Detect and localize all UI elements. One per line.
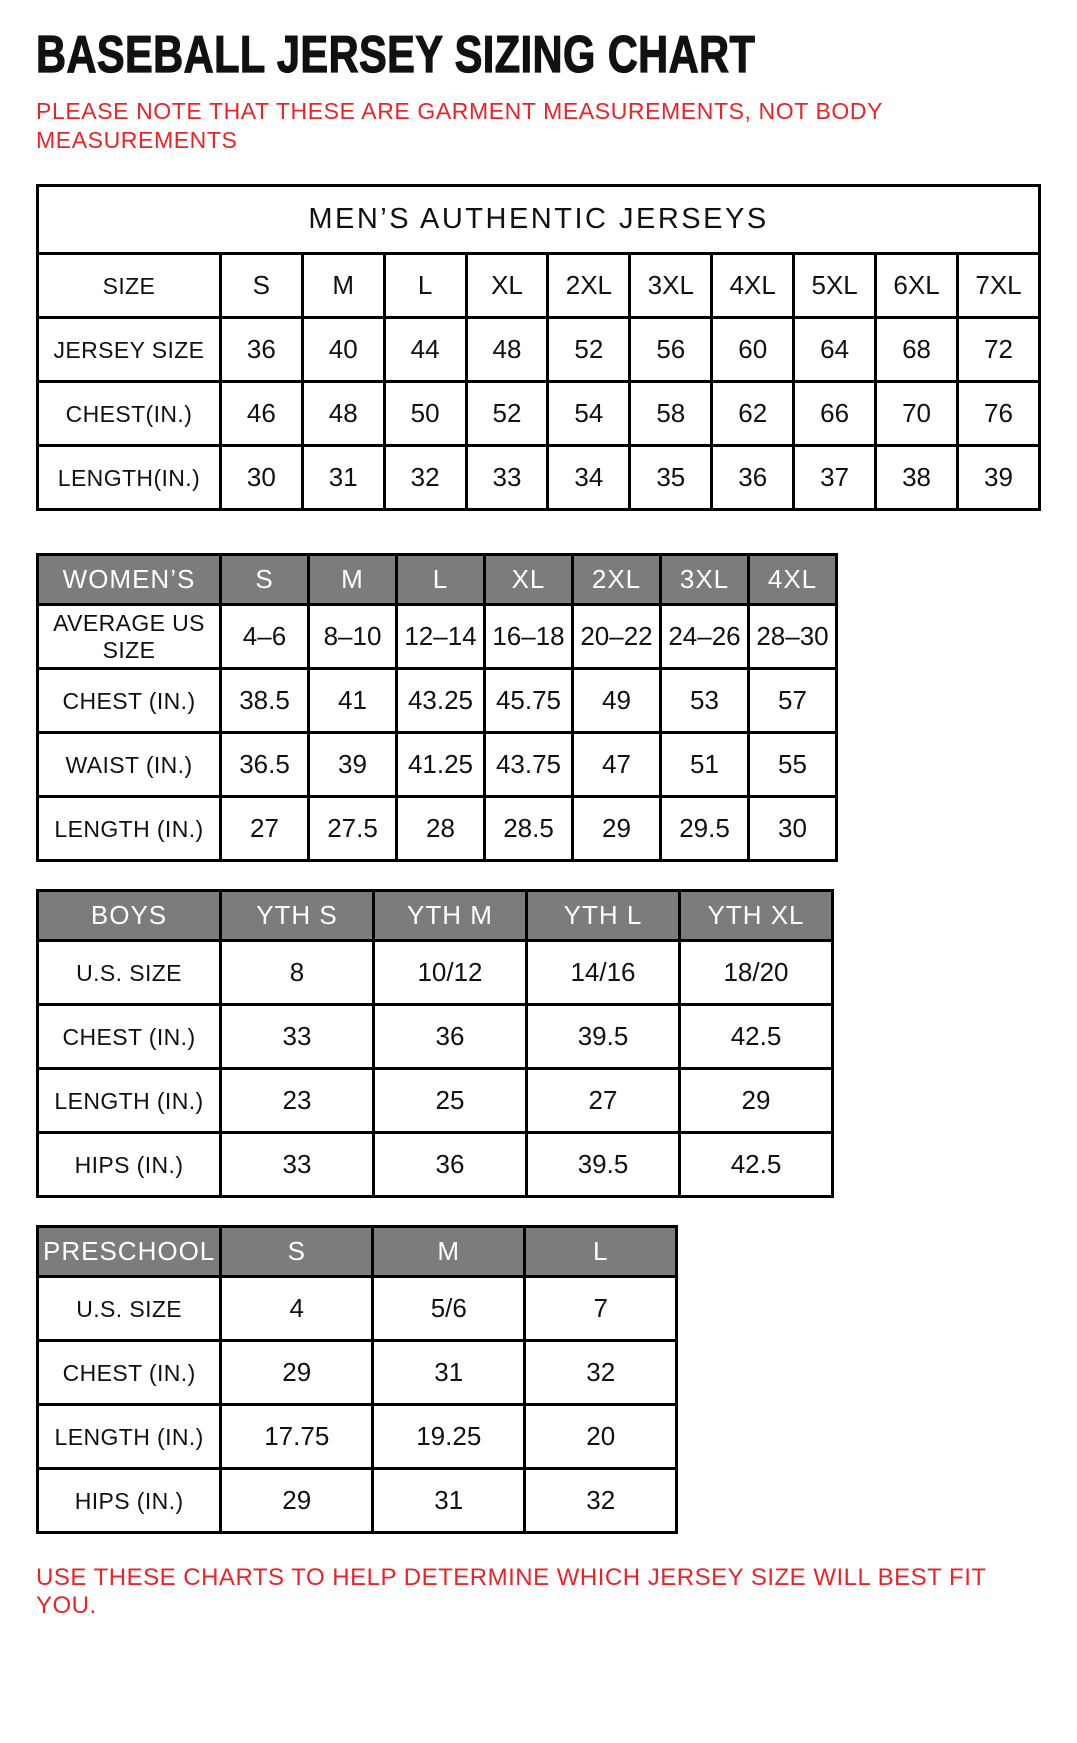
table-cell: 36: [374, 1133, 527, 1197]
column-header: L: [525, 1227, 677, 1277]
table-cell: 24–26: [661, 605, 749, 669]
table-cell: 32: [525, 1469, 677, 1533]
table-cell: 30: [749, 797, 837, 861]
table-cell: 39: [309, 733, 397, 797]
table-cell: 28.5: [485, 797, 573, 861]
header-row: [38, 555, 837, 605]
table-cell: 2XL: [548, 254, 630, 318]
table-cell: 12–14: [397, 605, 485, 669]
table-cell: 29: [221, 1469, 373, 1533]
column-header: YTH L: [527, 891, 680, 941]
table-cell: 46: [220, 382, 302, 446]
table-cell: 47: [573, 733, 661, 797]
column-header: YTH XL: [680, 891, 833, 941]
measurement-note: PLEASE NOTE THAT THESE ARE GARMENT MEASUREMENTS, NOT BODY MEASUREMENTS: [36, 97, 883, 154]
table-cell: 17.75: [221, 1405, 373, 1469]
row-label: LENGTH(IN.): [38, 446, 221, 510]
table-cell: 16–18: [485, 605, 573, 669]
row-label: LENGTH (IN.): [38, 1405, 221, 1469]
table-row: [38, 318, 1040, 382]
table-cell: 54: [548, 382, 630, 446]
table-cell: 43.75: [485, 733, 573, 797]
table-row: [38, 254, 1040, 318]
table-cell: 27.5: [309, 797, 397, 861]
table-cell: 33: [466, 446, 548, 510]
table-cell: 20–22: [573, 605, 661, 669]
row-label: HIPS (IN.): [38, 1469, 221, 1533]
table-cell: 3XL: [630, 254, 712, 318]
table-cell: 51: [661, 733, 749, 797]
table-cell: 32: [384, 446, 466, 510]
table-cell: 39: [958, 446, 1040, 510]
column-header: M: [373, 1227, 525, 1277]
row-label: U.S. SIZE: [38, 1277, 221, 1341]
table-cell: 62: [712, 382, 794, 446]
table-cell: 48: [302, 382, 384, 446]
page-title: BASEBALL JERSEY SIZING CHART: [36, 26, 756, 84]
table-cell: L: [384, 254, 466, 318]
row-label: LENGTH (IN.): [38, 797, 221, 861]
table-cell: 38.5: [221, 669, 309, 733]
table-cell: 14/16: [527, 941, 680, 1005]
table-cell: 31: [373, 1469, 525, 1533]
column-header: S: [221, 555, 309, 605]
row-label: AVERAGE US SIZE: [38, 605, 221, 669]
table-cell: 8–10: [309, 605, 397, 669]
table-cell: 52: [548, 318, 630, 382]
row-label: HIPS (IN.): [38, 1133, 221, 1197]
boys-table-body: [38, 941, 833, 1197]
table-cell: 56: [630, 318, 712, 382]
womens-sizing-table: [36, 553, 838, 862]
row-label: SIZE: [38, 254, 221, 318]
table-cell: 76: [958, 382, 1040, 446]
table-cell: 55: [749, 733, 837, 797]
table-cell: 60: [712, 318, 794, 382]
table-row: [38, 941, 833, 1005]
table-cell: S: [220, 254, 302, 318]
column-header: M: [309, 555, 397, 605]
table-cell: 64: [794, 318, 876, 382]
row-label: U.S. SIZE: [38, 941, 221, 1005]
womens-table-header: [38, 555, 837, 605]
table-row: [38, 797, 837, 861]
table-cell: 42.5: [680, 1133, 833, 1197]
row-label: CHEST (IN.): [38, 1005, 221, 1069]
table-cell: 29.5: [661, 797, 749, 861]
table-cell: 32: [525, 1341, 677, 1405]
table-cell: 37: [794, 446, 876, 510]
table-cell: 23: [221, 1069, 374, 1133]
table-cell: 29: [573, 797, 661, 861]
table-cell: 19.25: [373, 1405, 525, 1469]
table-cell: 18/20: [680, 941, 833, 1005]
table-row: [38, 382, 1040, 446]
table-cell: 28–30: [749, 605, 837, 669]
table-row: [38, 1005, 833, 1069]
table-corner-label: WOMEN’S: [38, 555, 221, 605]
boys-table-header: [38, 891, 833, 941]
table-cell: 4XL: [712, 254, 794, 318]
row-label: CHEST(IN.): [38, 382, 221, 446]
table-cell: 50: [384, 382, 466, 446]
table-cell: 44: [384, 318, 466, 382]
table-cell: 39.5: [527, 1005, 680, 1069]
table-cell: 7: [525, 1277, 677, 1341]
table-row: [38, 1469, 677, 1533]
table-cell: 8: [221, 941, 374, 1005]
table-cell: 70: [876, 382, 958, 446]
table-cell: 52: [466, 382, 548, 446]
table-cell: 42.5: [680, 1005, 833, 1069]
table-cell: 27: [527, 1069, 680, 1133]
table-cell: 36: [712, 446, 794, 510]
table-row: [38, 446, 1040, 510]
preschool-sizing-table: [36, 1225, 678, 1534]
table-row: [38, 733, 837, 797]
table-cell: 6XL: [876, 254, 958, 318]
table-cell: 49: [573, 669, 661, 733]
table-cell: 68: [876, 318, 958, 382]
table-cell: 20: [525, 1405, 677, 1469]
table-cell: 38: [876, 446, 958, 510]
table-corner-label: PRESCHOOL: [38, 1227, 221, 1277]
table-cell: 29: [221, 1341, 373, 1405]
table-cell: 31: [373, 1341, 525, 1405]
table-cell: 10/12: [374, 941, 527, 1005]
column-header: 4XL: [749, 555, 837, 605]
table-cell: 33: [221, 1005, 374, 1069]
table-cell: 36.5: [221, 733, 309, 797]
table-row: [38, 1277, 677, 1341]
table-cell: 53: [661, 669, 749, 733]
table-cell: 58: [630, 382, 712, 446]
womens-table-body: [38, 605, 837, 861]
mens-table-body: [38, 254, 1040, 510]
table-cell: 39.5: [527, 1133, 680, 1197]
table-cell: 28: [397, 797, 485, 861]
table-cell: M: [302, 254, 384, 318]
table-row: [38, 1405, 677, 1469]
mens-title-row: [38, 186, 1040, 254]
table-row: [38, 605, 837, 669]
column-header: L: [397, 555, 485, 605]
table-cell: 30: [220, 446, 302, 510]
table-cell: 36: [220, 318, 302, 382]
table-cell: 34: [548, 446, 630, 510]
row-label: LENGTH (IN.): [38, 1069, 221, 1133]
table-cell: 29: [680, 1069, 833, 1133]
table-cell: 31: [302, 446, 384, 510]
table-row: [38, 669, 837, 733]
column-header: 3XL: [661, 555, 749, 605]
table-cell: 4–6: [221, 605, 309, 669]
table-cell: 5XL: [794, 254, 876, 318]
column-header: 2XL: [573, 555, 661, 605]
table-cell: 25: [374, 1069, 527, 1133]
table-cell: 72: [958, 318, 1040, 382]
table-cell: 66: [794, 382, 876, 446]
header-row: [38, 891, 833, 941]
column-header: YTH S: [221, 891, 374, 941]
table-row: [38, 1341, 677, 1405]
column-header: S: [221, 1227, 373, 1277]
column-header: XL: [485, 555, 573, 605]
row-label: CHEST (IN.): [38, 669, 221, 733]
table-cell: 57: [749, 669, 837, 733]
table-cell: 5/6: [373, 1277, 525, 1341]
table-cell: 43.25: [397, 669, 485, 733]
header-row: [38, 1227, 677, 1277]
table-cell: 33: [221, 1133, 374, 1197]
table-cell: 36: [374, 1005, 527, 1069]
table-cell: XL: [466, 254, 548, 318]
table-cell: 48: [466, 318, 548, 382]
table-cell: 35: [630, 446, 712, 510]
table-cell: 45.75: [485, 669, 573, 733]
table-cell: 40: [302, 318, 384, 382]
footer-note: USE THESE CHARTS TO HELP DETERMINE WHICH JERSEY SIZE WILL BEST FIT YOU.: [36, 1564, 987, 1620]
table-cell: 4: [221, 1277, 373, 1341]
mens-sizing-table: [36, 184, 1041, 511]
preschool-table-header: [38, 1227, 677, 1277]
table-corner-label: BOYS: [38, 891, 221, 941]
table-row: [38, 1133, 833, 1197]
table-cell: 27: [221, 797, 309, 861]
table-cell: 7XL: [958, 254, 1040, 318]
row-label: WAIST (IN.): [38, 733, 221, 797]
column-header: YTH M: [374, 891, 527, 941]
row-label: JERSEY SIZE: [38, 318, 221, 382]
row-label: CHEST (IN.): [38, 1341, 221, 1405]
boys-sizing-table: [36, 889, 834, 1198]
table-cell: 41: [309, 669, 397, 733]
mens-table-title: MEN’S AUTHENTIC JERSEYS: [38, 186, 1040, 254]
table-cell: 41.25: [397, 733, 485, 797]
table-row: [38, 1069, 833, 1133]
preschool-table-body: [38, 1277, 677, 1533]
